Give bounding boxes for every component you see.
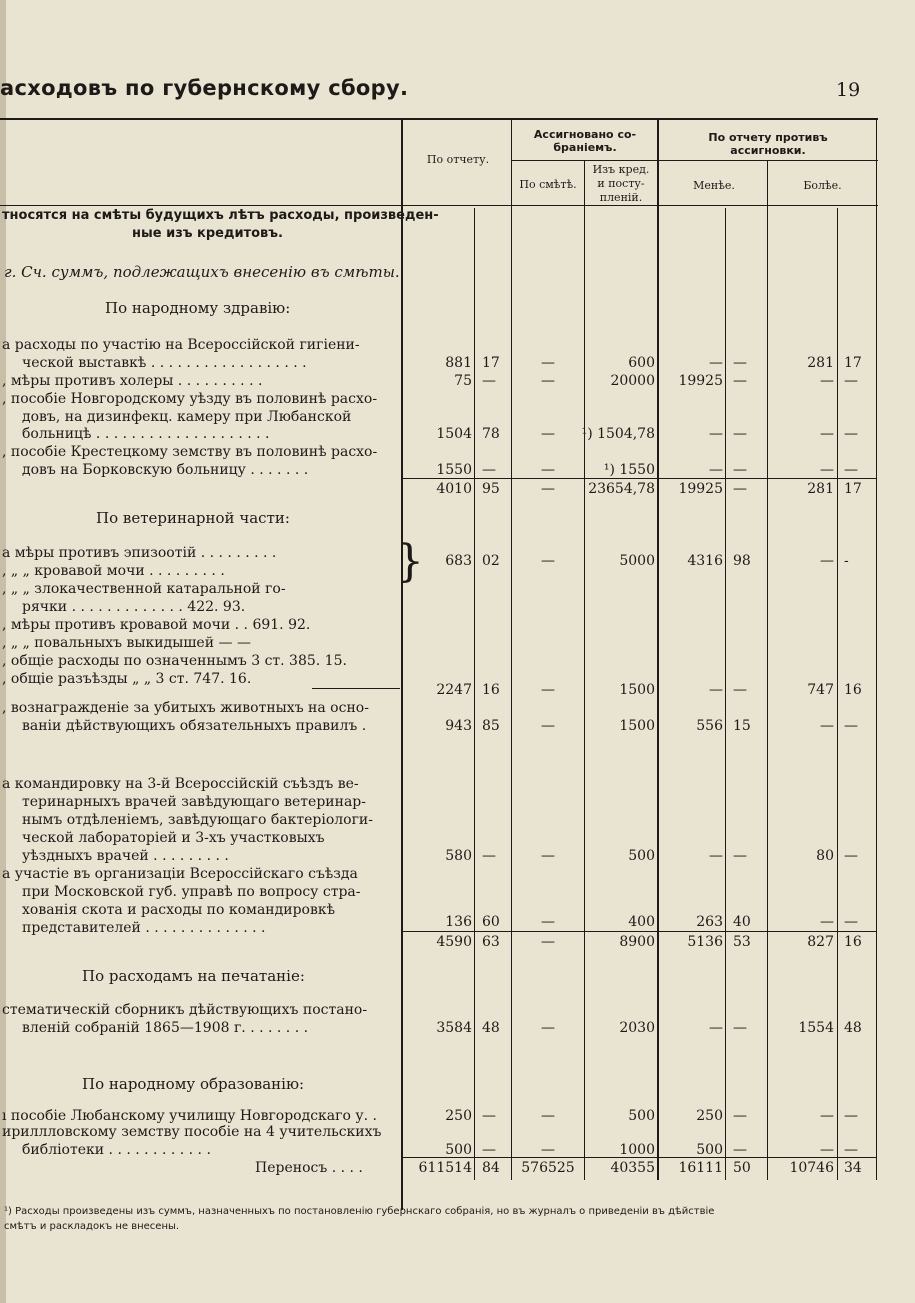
bolee-right-border (876, 120, 877, 1180)
cell-c4: 1500 (619, 718, 655, 734)
text-line: ные изъ кредитовъ. (132, 226, 283, 241)
cell-c5: — (709, 682, 723, 698)
cell-c4: 20000 (610, 373, 655, 389)
cell-c7: 281 (807, 481, 834, 497)
text-line: нымъ отдѣленіемъ, завѣдующаго бактеріологи- (22, 812, 373, 828)
header-menee: Менѣе. (693, 179, 735, 192)
cell-c1: 2247 (436, 682, 472, 698)
text-line: тносятся на смѣты будущихъ лѣтъ расходы, произведен- (2, 208, 439, 223)
text-line: а мѣры противъ эпизоотій . . . . . . . . . (2, 545, 277, 561)
cell-c7: 80 (816, 848, 834, 864)
text-line: По народному образованію: (82, 1075, 305, 1093)
cell-c6: 40 (733, 914, 751, 930)
cell-c1: 943 (445, 718, 472, 734)
text-line: По ветеринарной части: (96, 509, 290, 527)
cell-c8: — (844, 914, 858, 930)
cell-c2: 95 (482, 481, 500, 497)
cell-c2: 85 (482, 718, 500, 734)
subtotal-rule-zdravie (403, 478, 877, 479)
cell-c4: 1500 (619, 682, 655, 698)
text-line: теринарныхъ врачей завѣдующаго ветеринар- (22, 794, 366, 810)
header-po-smete: По смѣтѣ. (519, 178, 577, 191)
cell-c6: — (733, 462, 747, 478)
cell-c4: 500 (628, 1108, 655, 1124)
cell-c1: 580 (445, 848, 472, 864)
text-line: , общіе разъѣзды „ „ 3 ст. 747. 16. (2, 671, 252, 687)
text-line: ваніи дѣйствующихъ обязательныхъ правилъ . (22, 718, 367, 734)
text-line: , мѣры противъ кровавой мочи . . 691. 92. (2, 617, 311, 633)
cell-c7: — (820, 426, 834, 442)
cell-c6: 50 (733, 1160, 751, 1176)
cell-c2: — (482, 373, 496, 389)
header-bolee: Болѣе. (803, 179, 842, 192)
cell-c4: ¹) 1550 (603, 462, 655, 478)
footnote-line2: смѣтъ и раскладокъ не внесены. (4, 1221, 180, 1232)
header-iz-kred-2: и посту- (597, 177, 645, 190)
cell-c8: 17 (844, 481, 862, 497)
cell-c5: 19925 (678, 481, 723, 497)
cell-c6: — (733, 1108, 747, 1124)
text-line: вленій собраній 1865—1908 г. . . . . . . . (22, 1020, 309, 1036)
cell-c1: 881 (445, 355, 472, 371)
cell-c7: 1554 (798, 1020, 834, 1036)
text-line: стематическій сборникъ дѣйствующихъ постано- (2, 1002, 368, 1018)
cell-c1: 4590 (436, 934, 472, 950)
cell-c8: — (844, 373, 858, 389)
desc-column-border (401, 120, 403, 1210)
cell-c5: 4316 (687, 553, 723, 569)
cell-c7: 281 (807, 355, 834, 371)
cell-c4: 600 (628, 355, 655, 371)
cell-c3: — (541, 553, 555, 569)
cell-c7: 827 (807, 934, 834, 950)
cell-c7: — (820, 1142, 834, 1158)
cell-c3: — (541, 355, 555, 371)
text-line: при Московской губ. управѣ по вопросу стра- (22, 884, 361, 900)
text-line: ческой выставкѣ . . . . . . . . . . . . . . . . . . (22, 355, 307, 371)
cell-c8: — (844, 462, 858, 478)
cell-c5: 19925 (678, 373, 723, 389)
cell-c5: — (709, 1020, 723, 1036)
footnote-line1: ¹) Расходы произведены изъ суммъ, назначенныхъ по постановленію губернскаго собранія, но въ журналъ о приведеніи въ дѣйствіе (4, 1206, 715, 1217)
cell-c1: 500 (445, 1142, 472, 1158)
cell-c8: — (844, 426, 858, 442)
menee-column-border (767, 160, 768, 1180)
text-line: , пособіе Новгородскому уѣзду въ половинѣ расхо- (2, 391, 378, 407)
text-line: , вознагражденіе за убитыхъ животныхъ на осно- (2, 700, 369, 716)
text-line: , пособіе Крестецкому земству въ половинѣ расхо- (2, 444, 378, 460)
cell-c6: — (733, 426, 747, 442)
cell-c7: — (820, 1108, 834, 1124)
cell-c6: 98 (733, 553, 751, 569)
cell-c8: 16 (844, 682, 862, 698)
cell-c8: — (844, 1108, 858, 1124)
cell-c2: — (482, 1142, 496, 1158)
cell-c3: — (541, 1108, 555, 1124)
assign-sub-rule (512, 160, 878, 161)
cell-c8: — (844, 718, 858, 734)
cell-c5: 263 (696, 914, 723, 930)
cell-c6: 15 (733, 718, 751, 734)
cell-c6: — (733, 1020, 747, 1036)
cell-c5: 556 (696, 718, 723, 734)
cell-c1: 75 (454, 373, 472, 389)
text-line: , „ „ повальныхъ выкидышей — — (2, 635, 251, 651)
cell-c5: 500 (696, 1142, 723, 1158)
header-protiv-line2: ассигновки. (730, 144, 806, 157)
header-iz-kred-1: Изъ кред. (592, 163, 650, 176)
text-line: ı пособіе Любанскому училищу Новгородскаго у. . (2, 1108, 377, 1124)
smeta-column-border (584, 160, 585, 1180)
header-assignovano-line2: браніемъ. (553, 141, 617, 154)
text-line: Переносъ . . . . (255, 1160, 363, 1176)
cell-c1: 1504 (436, 426, 472, 442)
header-protiv-line1: По отчету противъ (708, 131, 828, 144)
subtotal-rule-vet-total (403, 931, 877, 932)
cell-c1: 250 (445, 1108, 472, 1124)
cell-c3: — (541, 848, 555, 864)
text-line: довъ, на дизинфекц. камеру при Любанской (22, 409, 352, 425)
cell-c6: — (733, 1142, 747, 1158)
menee-kopeck-rule (725, 208, 726, 1180)
text-line: , „ „ кровавой мочи . . . . . . . . . (2, 563, 225, 579)
cell-c5: 5136 (687, 934, 723, 950)
cell-c3: — (541, 462, 555, 478)
text-line: а командировку на 3-й Всероссійскій съѣздъ ве- (2, 776, 359, 792)
table-top-rule (0, 118, 878, 120)
cell-c8: 16 (844, 934, 862, 950)
cell-c7: — (820, 373, 834, 389)
cell-c7: 10746 (789, 1160, 834, 1176)
page-header-title: асходовъ по губернскому сбору. (0, 76, 409, 100)
cell-c3: — (541, 373, 555, 389)
cell-c2: 02 (482, 553, 500, 569)
cell-c3: — (541, 481, 555, 497)
grouping-brace: } (396, 536, 424, 587)
cell-c5: — (709, 848, 723, 864)
text-line: а участіе въ организаціи Всероссійскаго съѣзда (2, 866, 358, 882)
text-line: больницѣ . . . . . . . . . . . . . . . . . . . . (22, 426, 270, 442)
cell-c2: — (482, 462, 496, 478)
bolee-kopeck-rule (837, 208, 838, 1180)
cell-c3: — (541, 426, 555, 442)
text-line: уѣздныхъ врачей . . . . . . . . . (22, 848, 229, 864)
cell-c4: 5000 (619, 553, 655, 569)
text-line: хованія скота и расходы по командировкѣ (22, 902, 336, 918)
text-line: По расходамъ на печатаніе: (82, 967, 305, 985)
header-assignovano-line1: Ассигновано со- (533, 128, 637, 141)
cell-c3: — (541, 1020, 555, 1036)
cell-c4: 23654,78 (588, 481, 655, 497)
text-line: рячки . . . . . . . . . . . . . 422. 93. (22, 599, 246, 615)
cell-c8: - (844, 553, 849, 569)
cell-c1: 683 (445, 553, 472, 569)
cell-c1: 3584 (436, 1020, 472, 1036)
cell-c8: 17 (844, 355, 862, 371)
cell-c2: 63 (482, 934, 500, 950)
cell-c1: 4010 (436, 481, 472, 497)
cell-c4: 400 (628, 914, 655, 930)
cell-c3: — (541, 682, 555, 698)
cell-c6: — (733, 373, 747, 389)
text-line: г. Сч. суммъ, подлежащихъ внесенію въ смѣты. (4, 263, 400, 281)
cell-c7: — (820, 462, 834, 478)
cell-c7: — (820, 718, 834, 734)
page-number: 19 (836, 79, 861, 101)
kred-column-border (657, 120, 659, 1180)
cell-c4: 40355 (610, 1160, 655, 1176)
cell-c2: 84 (482, 1160, 500, 1176)
subtotal-rule-vet (312, 688, 400, 689)
text-line: , общіе расходы по означеннымъ 3 ст. 385. 15. (2, 653, 347, 669)
cell-c7: — (820, 914, 834, 930)
cell-c5: — (709, 426, 723, 442)
text-line: По народному здравію: (105, 299, 291, 317)
cell-c3: — (541, 1142, 555, 1158)
cell-c3: — (541, 914, 555, 930)
cell-c6: — (733, 481, 747, 497)
cell-c6: — (733, 682, 747, 698)
header-iz-kred-3: пленій. (599, 191, 643, 204)
text-line: ириллловскому земству пособіе на 4 учительскихъ (2, 1124, 382, 1140)
cell-c6: — (733, 848, 747, 864)
text-line: довъ на Борковскую больницу . . . . . . . (22, 462, 309, 478)
cell-c2: 48 (482, 1020, 500, 1036)
text-line: , мѣры противъ холеры . . . . . . . . . . (2, 373, 263, 389)
cell-c1: 1550 (436, 462, 472, 478)
cell-c3: — (541, 934, 555, 950)
cell-c2: 60 (482, 914, 500, 930)
cell-c8: 48 (844, 1020, 862, 1036)
cell-c3: 576525 (521, 1160, 575, 1176)
cell-c4: ¹) 1504,78 (581, 426, 655, 442)
cell-c5: — (709, 462, 723, 478)
cell-c1: 136 (445, 914, 472, 930)
cell-c8: — (844, 848, 858, 864)
header-po-otchetu: По отчету. (426, 153, 490, 166)
cell-c4: 2030 (619, 1020, 655, 1036)
otchet-kopeck-rule (474, 208, 475, 1180)
cell-c2: — (482, 848, 496, 864)
cell-c2: 17 (482, 355, 500, 371)
cell-c1: 611514 (418, 1160, 472, 1176)
cell-c2: — (482, 1108, 496, 1124)
text-line: а расходы по участію на Всероссійской гигіени- (2, 337, 360, 353)
cell-c8: 34 (844, 1160, 862, 1176)
cell-c5: 16111 (678, 1160, 723, 1176)
text-line: , „ „ злокачественной катаральной го- (2, 581, 286, 597)
cell-c3: — (541, 718, 555, 734)
cell-c6: — (733, 355, 747, 371)
text-line: представителей . . . . . . . . . . . . . . (22, 920, 266, 936)
cell-c6: 53 (733, 934, 751, 950)
text-line: библіотеки . . . . . . . . . . . . (22, 1142, 211, 1158)
cell-c5: 250 (696, 1108, 723, 1124)
text-line: ческой лабораторіей и 3-хъ участковыхъ (22, 830, 325, 846)
table-header-rule (0, 205, 878, 206)
cell-c7: 747 (807, 682, 834, 698)
cell-c5: — (709, 355, 723, 371)
cell-c4: 8900 (619, 934, 655, 950)
cell-c2: 78 (482, 426, 500, 442)
cell-c4: 500 (628, 848, 655, 864)
cell-c7: — (820, 553, 834, 569)
cell-c4: 1000 (619, 1142, 655, 1158)
cell-c2: 16 (482, 682, 500, 698)
cell-c8: — (844, 1142, 858, 1158)
